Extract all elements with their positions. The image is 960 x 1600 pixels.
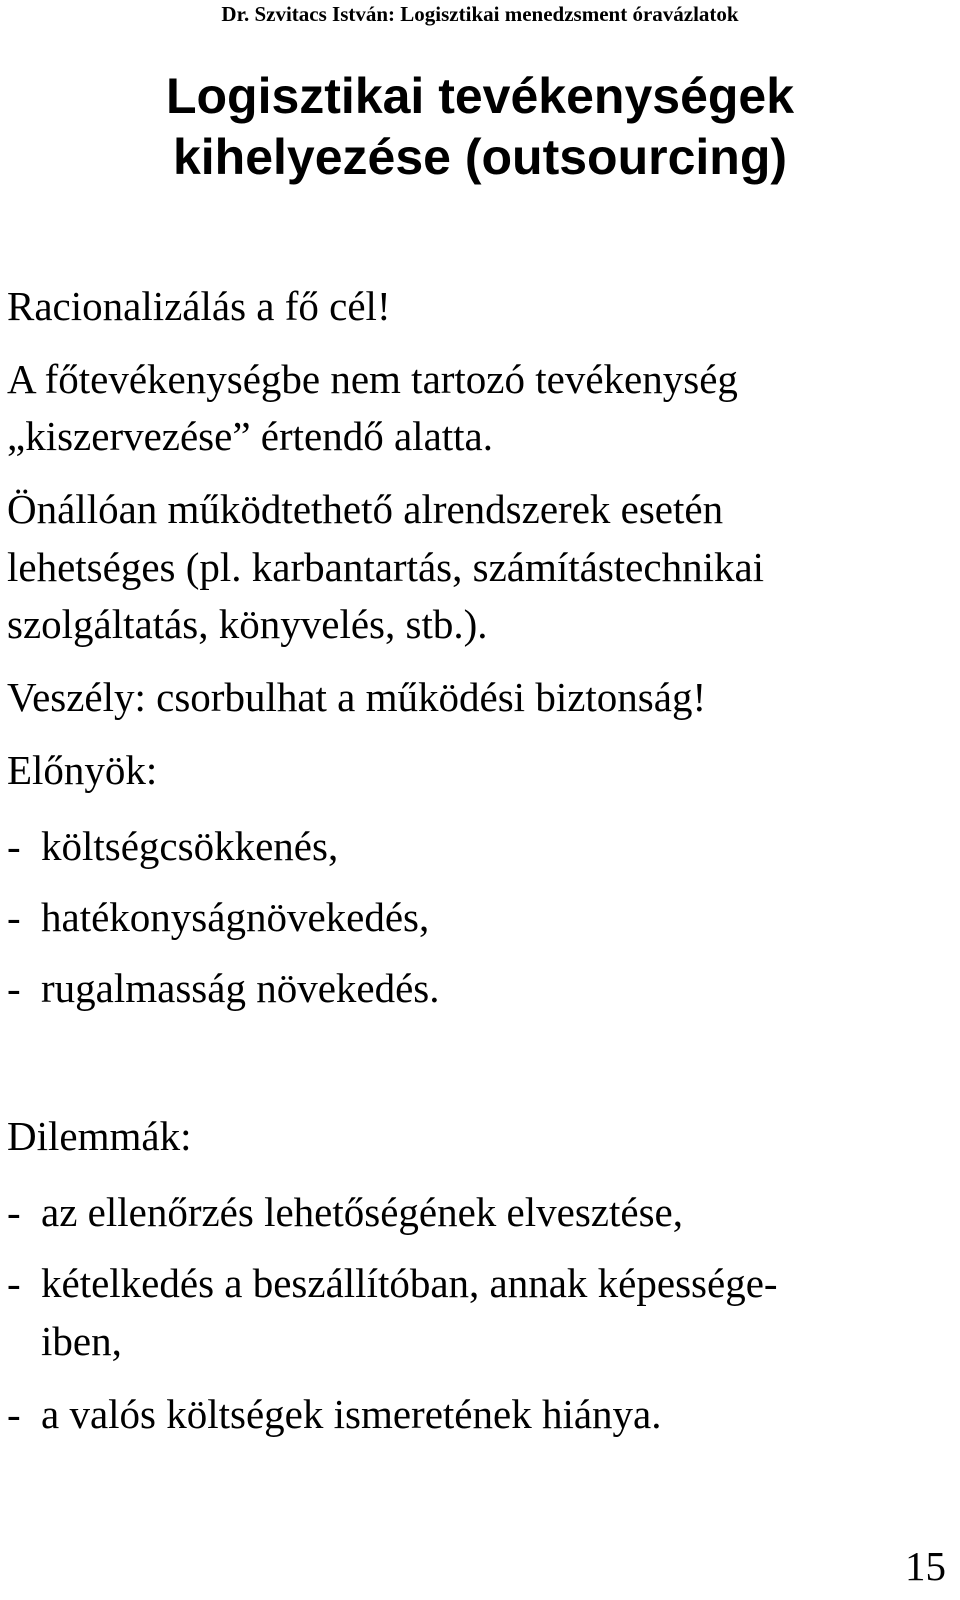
body-line-2: A főtevékenységbe nem tartozó tevékenység <box>7 356 738 402</box>
dilemmas-label: Dilemmák: <box>7 1113 192 1159</box>
list-dash: - <box>7 965 21 1011</box>
list-dash: - <box>7 894 21 940</box>
page-title <box>0 66 960 188</box>
dilemma-text: az ellenőrzés lehetőségének elvesztése, <box>41 1189 683 1235</box>
dilemma-continuation: iben, <box>41 1318 122 1364</box>
dilemma-item <box>7 1390 662 1438</box>
advantage-item <box>7 893 429 941</box>
advantage-item <box>7 822 338 870</box>
body-line-5: lehetséges (pl. karbantartás, számítástechnikai <box>7 544 765 590</box>
dilemma-text: kételkedés a beszállítóban, annak képessége- <box>41 1260 778 1306</box>
dilemma-item <box>7 1188 683 1236</box>
body-line-1: Racionalizálás a fő cél! <box>7 283 391 329</box>
list-dash: - <box>7 1260 21 1306</box>
title-line-2: kihelyezése (outsourcing) <box>172 129 788 185</box>
list-dash: - <box>7 1391 21 1437</box>
body-line-6: szolgáltatás, könyvelés, stb.). <box>7 601 488 647</box>
body-line-3: „kiszervezése” értendő alatta. <box>7 413 493 459</box>
advantage-text: rugalmasság növekedés. <box>41 965 440 1011</box>
title-line-1: Logisztikai tevékenységek <box>165 68 795 124</box>
list-dash: - <box>7 823 21 869</box>
advantage-text: hatékonyságnövekedés, <box>41 894 430 940</box>
running-header: Dr. Szvitacs István: Logisztikai menedzsment óravázlatok <box>221 2 739 26</box>
warning-line: Veszély: csorbulhat a működési biztonság! <box>7 674 707 720</box>
dilemma-text: a valós költségek ismeretének hiánya. <box>41 1391 662 1437</box>
body-line-4: Önállóan működtethető alrendszerek esetén <box>7 486 724 532</box>
advantage-item <box>7 964 440 1012</box>
page-number: 15 <box>905 1543 946 1589</box>
dilemma-item <box>7 1259 778 1307</box>
advantage-text: költségcsökkenés, <box>41 823 339 869</box>
list-dash: - <box>7 1189 21 1235</box>
advantages-label: Előnyök: <box>7 747 158 793</box>
